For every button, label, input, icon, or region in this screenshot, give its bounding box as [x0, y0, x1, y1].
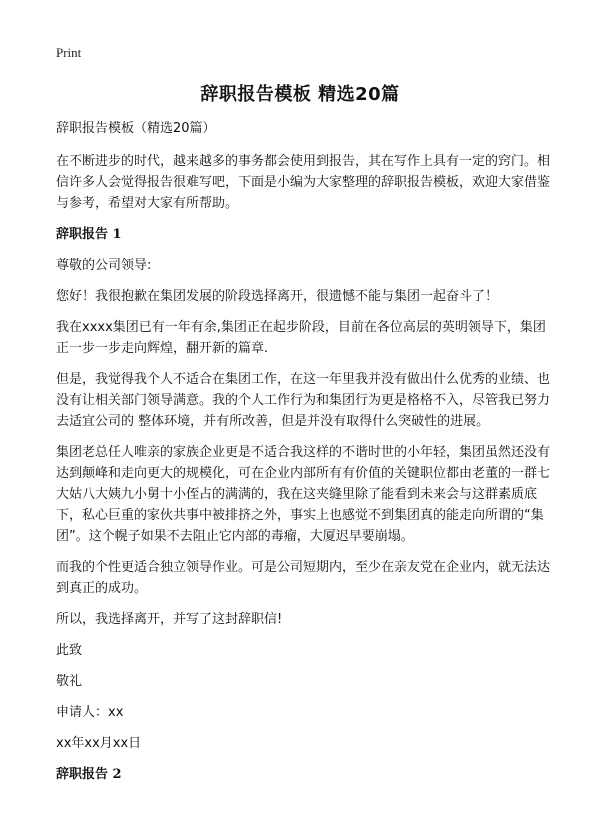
print-link[interactable]: Print — [56, 45, 82, 60]
salutation: 尊敬的公司领导: — [56, 258, 152, 273]
page-title: 辞职报告模板 精选20篇 — [200, 84, 400, 105]
body-paragraph: 而我的个性更适合独立领导作业。可是公司短期内，至少在亲友党在企业内，就无法达到真正的成功。 — [56, 560, 551, 596]
body-paragraph: 集团老总任人唯亲的家族企业更是不适合我这样的不谐时世的小年轻，集团虽然还没有达到颠峰和走向更大的规模化，可在企业内部所有有价值的关键职位都由老董的一群七大姑八大姨九小舅十小侄占的满满的，我在这夹缝里除了能看到未来会与这群素质底下，私心巨重的家伙共事中被排挤之外，事实上也感觉不到集团真的能走向所谓的“集团”。这个幌子如果不去阻止它内部的毒瘤，大厦迟早要崩塌。 — [56, 445, 551, 544]
body-paragraph: 但是，我觉得我个人不适合在集团工作，在这一年里我并没有做出什么优秀的业绩、也没有让相关部门领导满意。我的个人工作行为和集团行为更是格格不入，尽管我已努力去适宜公司的 整体环境，并有所改善，但是并没有取得什么突破性的进展。 — [56, 372, 551, 429]
closing-line-1: 此致 — [56, 643, 83, 658]
applicant-line: 申请人：xx — [56, 705, 124, 720]
section-heading-report-1: 辞职报告 1 — [56, 227, 122, 242]
section-heading-report-2: 辞职报告 2 — [56, 767, 122, 782]
body-paragraph: 所以，我选择离开，并写了这封辞职信! — [56, 612, 283, 627]
body-paragraph: 我在xxxx集团已有一年有余,集团正在起步阶段，目前在各位高层的英明领导下，集团正一步一步走向辉煌，翻开新的篇章. — [56, 320, 546, 356]
date-line: xx年xx月xx日 — [56, 736, 142, 751]
body-paragraph: 您好！我很抱歉在集团发展的阶段选择离开，很遗憾不能与集团一起奋斗了！ — [56, 289, 499, 304]
intro-paragraph: 在不断进步的时代，越来越多的事务都会使用到报告，其在写作上具有一定的窍门。相信许多人会觉得报告很难写吧，下面是小编为大家整理的辞职报告模板，欢迎大家借鉴与参考，希望对大家有所帮助。 — [56, 154, 551, 211]
closing-line-2: 敬礼 — [56, 674, 83, 689]
document-body — [56, 118, 552, 795]
document-subtitle: 辞职报告模板（精选20篇） — [56, 121, 216, 136]
